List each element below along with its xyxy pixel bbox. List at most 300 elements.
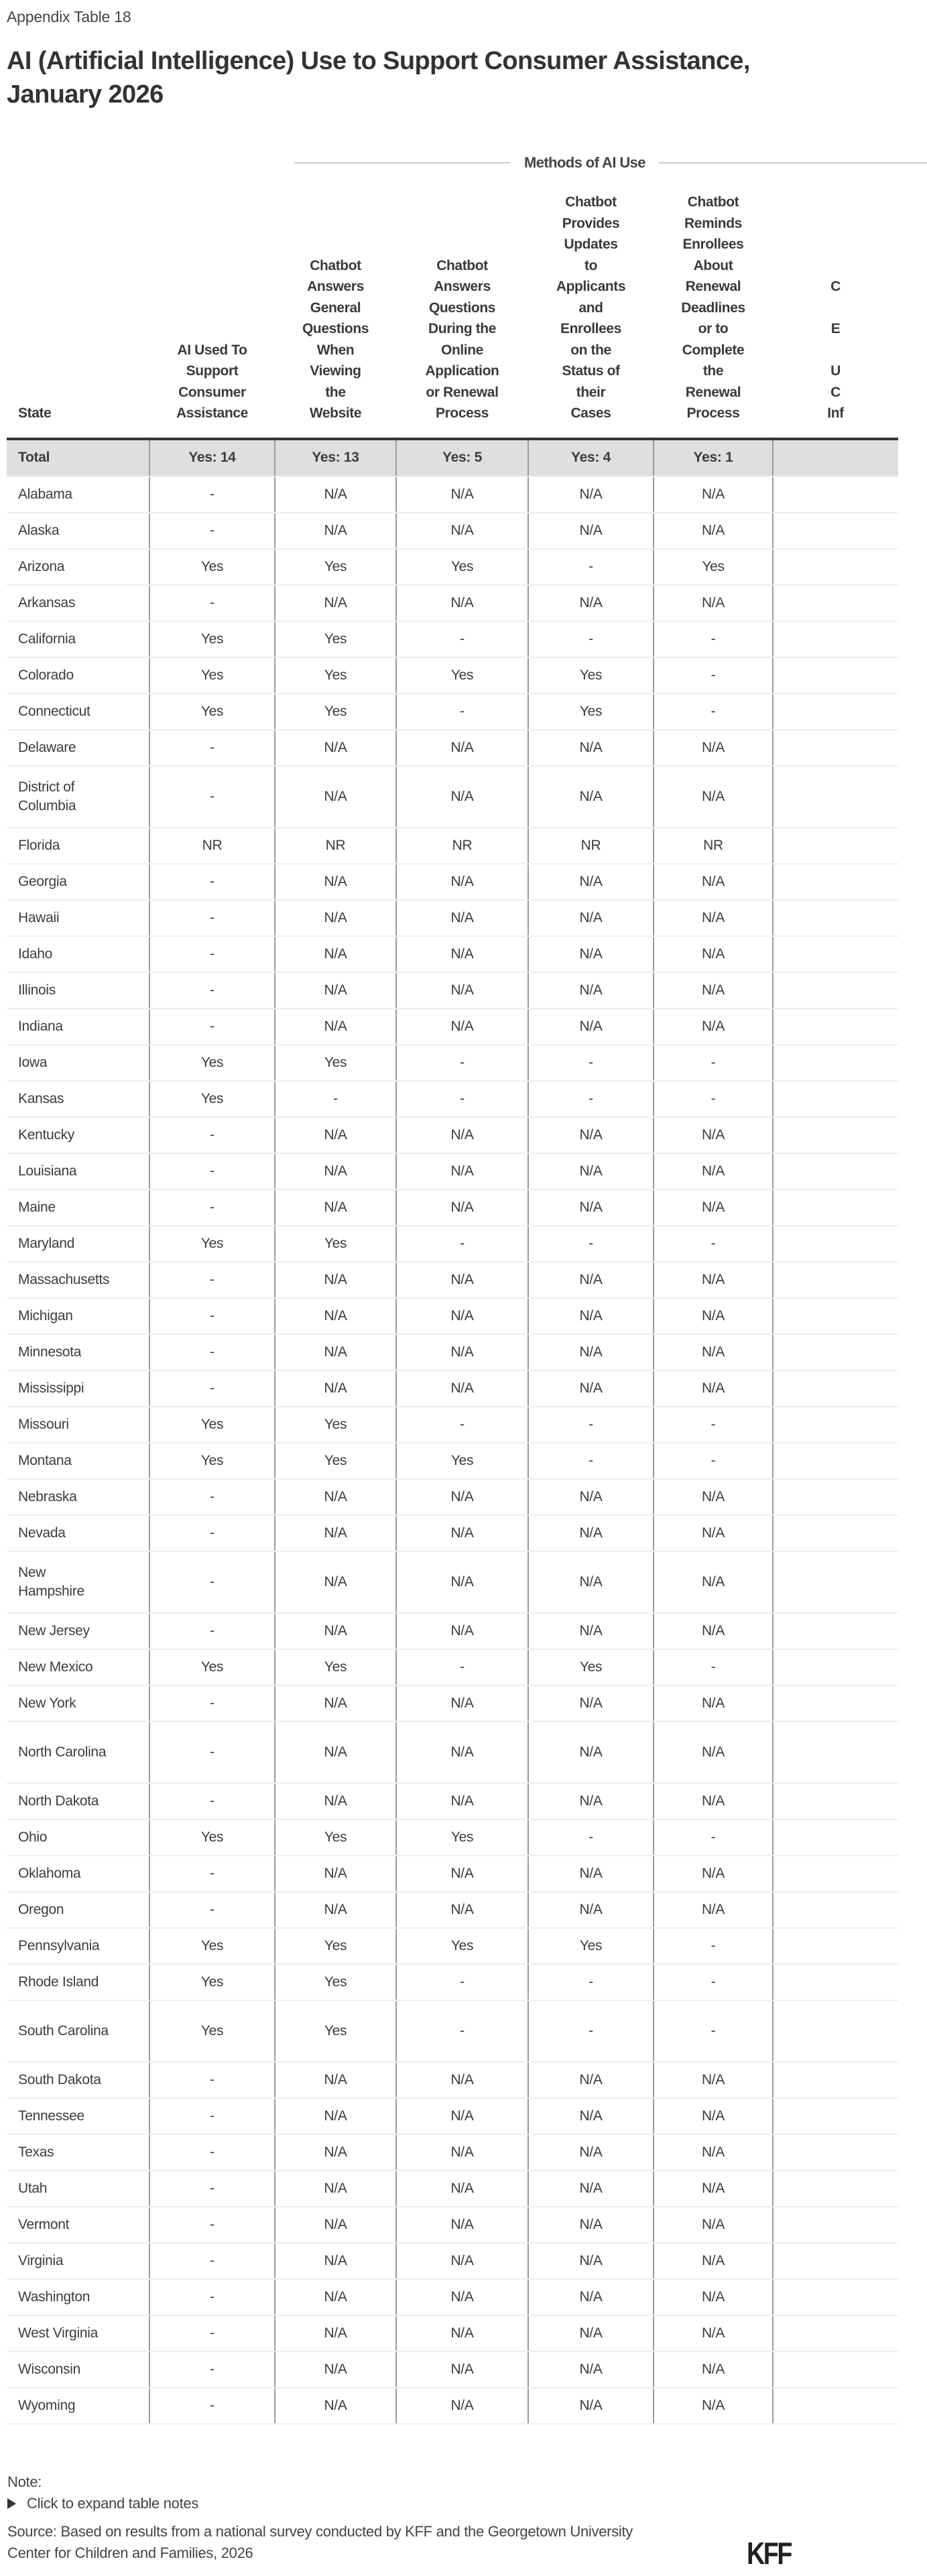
table-cell: N/A bbox=[654, 2388, 773, 2424]
state-name: Wisconsin bbox=[7, 2352, 149, 2388]
table-cell bbox=[773, 1479, 898, 1515]
table-row bbox=[7, 549, 898, 585]
table-cell: N/A bbox=[396, 1479, 528, 1515]
table-cell: Yes bbox=[396, 657, 528, 694]
data-table bbox=[7, 192, 898, 2425]
table-cell bbox=[773, 549, 898, 585]
table-cell: - bbox=[396, 1649, 528, 1685]
table-row bbox=[7, 657, 898, 694]
expand-notes-toggle[interactable] bbox=[7, 2493, 745, 2514]
table-cell: N/A bbox=[275, 2315, 396, 2352]
table-cell: - bbox=[149, 1370, 275, 1407]
table-cell: N/A bbox=[396, 864, 528, 900]
table-cell bbox=[773, 1226, 898, 1262]
table-cell: N/A bbox=[654, 972, 773, 1009]
table-cell: N/A bbox=[528, 1479, 654, 1515]
table-row bbox=[7, 2098, 898, 2134]
table-row bbox=[7, 1722, 898, 1783]
table-cell: - bbox=[149, 1551, 275, 1613]
state-name: North Carolina bbox=[7, 1722, 149, 1783]
table-cell: Yes bbox=[149, 1649, 275, 1685]
table-cell: Yes bbox=[149, 621, 275, 657]
table-cell: N/A bbox=[275, 2171, 396, 2207]
state-name: Utah bbox=[7, 2171, 149, 2207]
table-cell: Yes bbox=[149, 657, 275, 694]
table-cell: NR bbox=[396, 828, 528, 864]
table-cell: N/A bbox=[528, 1856, 654, 1892]
table-cell: - bbox=[275, 1081, 396, 1117]
table-cell: N/A bbox=[396, 2388, 528, 2424]
table-cell: N/A bbox=[396, 2243, 528, 2279]
table-cell: - bbox=[396, 1964, 528, 2000]
table-cell: - bbox=[149, 1479, 275, 1515]
table-cell: N/A bbox=[275, 2279, 396, 2315]
table-cell: N/A bbox=[275, 2388, 396, 2424]
table-cell: N/A bbox=[396, 2134, 528, 2171]
table-cell: - bbox=[654, 1928, 773, 1964]
state-name: South Dakota bbox=[7, 2062, 149, 2098]
table-cell: - bbox=[149, 864, 275, 900]
table-cell: Yes bbox=[528, 657, 654, 694]
table-cell: Yes bbox=[149, 1045, 275, 1081]
state-name: Kentucky bbox=[7, 1117, 149, 1153]
table-cell bbox=[773, 2134, 898, 2171]
table-row bbox=[7, 936, 898, 972]
table-cell: N/A bbox=[654, 513, 773, 549]
table-row bbox=[7, 2062, 898, 2098]
table-cell: N/A bbox=[528, 2352, 654, 2388]
table-cell bbox=[773, 1551, 898, 1613]
state-name: New Mexico bbox=[7, 1649, 149, 1685]
state-name: New York bbox=[7, 1685, 149, 1722]
state-name: Hawaii bbox=[7, 900, 149, 936]
table-cell: Yes bbox=[149, 2000, 275, 2062]
table-cell: N/A bbox=[396, 2279, 528, 2315]
table-cell: N/A bbox=[654, 2171, 773, 2207]
table-cell: N/A bbox=[654, 2279, 773, 2315]
table-cell: N/A bbox=[275, 972, 396, 1009]
table-cell: Yes bbox=[149, 1407, 275, 1443]
table-cell: N/A bbox=[528, 972, 654, 1009]
column-header-2: Chatbot Answers General Questions When Viewing the Website bbox=[302, 257, 369, 421]
table-cell: - bbox=[149, 936, 275, 972]
table-cell bbox=[773, 730, 898, 766]
spanner-rule-left bbox=[294, 162, 510, 164]
table-cell: N/A bbox=[275, 1685, 396, 1722]
state-name: Rhode Island bbox=[7, 1964, 149, 2000]
table-cell: - bbox=[654, 1081, 773, 1117]
table-row bbox=[7, 2388, 898, 2424]
table-cell: N/A bbox=[654, 2352, 773, 2388]
table-cell: Yes bbox=[275, 694, 396, 730]
table-cell: Yes bbox=[275, 621, 396, 657]
state-name: Massachusetts bbox=[7, 1262, 149, 1298]
table-cell: N/A bbox=[528, 900, 654, 936]
table-cell bbox=[773, 476, 898, 513]
table-cell: N/A bbox=[396, 585, 528, 621]
table-cell: - bbox=[396, 2000, 528, 2062]
table-row bbox=[7, 694, 898, 730]
table-row bbox=[7, 2315, 898, 2352]
table-cell: N/A bbox=[275, 1892, 396, 1928]
table-row bbox=[7, 2279, 898, 2315]
table-cell: N/A bbox=[396, 900, 528, 936]
table-cell: N/A bbox=[275, 1515, 396, 1551]
table-row bbox=[7, 1443, 898, 1479]
table-cell: N/A bbox=[396, 1334, 528, 1370]
state-name: Alaska bbox=[7, 513, 149, 549]
table-cell bbox=[773, 1892, 898, 1928]
table-cell: N/A bbox=[528, 2388, 654, 2424]
table-row bbox=[7, 1479, 898, 1515]
state-name: Texas bbox=[7, 2134, 149, 2171]
table-cell: N/A bbox=[654, 1856, 773, 1892]
table-cell: - bbox=[149, 1298, 275, 1334]
table-cell: - bbox=[149, 1334, 275, 1370]
table-cell: N/A bbox=[275, 2134, 396, 2171]
table-cell: - bbox=[396, 1226, 528, 1262]
table-cell: - bbox=[149, 1189, 275, 1226]
table-cell: - bbox=[654, 694, 773, 730]
table-cell: Yes bbox=[149, 694, 275, 730]
table-cell bbox=[773, 694, 898, 730]
table-cell bbox=[773, 585, 898, 621]
table-cell bbox=[773, 1298, 898, 1334]
table-cell bbox=[773, 1370, 898, 1407]
table-cell: N/A bbox=[396, 1892, 528, 1928]
table-cell: Yes bbox=[275, 1407, 396, 1443]
table-row bbox=[7, 1262, 898, 1298]
spanner-label: Methods of AI Use bbox=[524, 154, 645, 171]
table-cell: - bbox=[149, 476, 275, 513]
table-cell: Yes bbox=[275, 1964, 396, 2000]
table-cell: N/A bbox=[528, 1009, 654, 1045]
table-row bbox=[7, 1009, 898, 1045]
table-cell: N/A bbox=[528, 2062, 654, 2098]
table-cell: Yes bbox=[396, 1443, 528, 1479]
table-cell: - bbox=[396, 621, 528, 657]
table-cell: N/A bbox=[654, 1298, 773, 1334]
header-row bbox=[7, 192, 898, 439]
state-name: District of Columbia bbox=[7, 766, 149, 828]
table-cell: - bbox=[654, 1407, 773, 1443]
column-header-5: Chatbot Reminds Enrollees About Renewal Deadlines or to Complete the Renewal Process bbox=[681, 194, 745, 421]
table-cell bbox=[773, 2207, 898, 2243]
table-cell bbox=[773, 2000, 898, 2062]
state-name: Indiana bbox=[7, 1009, 149, 1045]
table-cell: - bbox=[396, 1081, 528, 1117]
table-cell bbox=[773, 1856, 898, 1892]
table-cell: - bbox=[654, 1649, 773, 1685]
table-cell bbox=[773, 2171, 898, 2207]
state-name: Nevada bbox=[7, 1515, 149, 1551]
table-cell: N/A bbox=[528, 1722, 654, 1783]
table-cell: - bbox=[149, 1722, 275, 1783]
table-cell: Yes bbox=[149, 1928, 275, 1964]
table-cell: N/A bbox=[528, 1515, 654, 1551]
table-cell bbox=[773, 621, 898, 657]
table-cell: N/A bbox=[654, 2207, 773, 2243]
table-cell: - bbox=[149, 2098, 275, 2134]
total-label: Total bbox=[7, 439, 149, 476]
table-cell: Yes bbox=[149, 1443, 275, 1479]
table-cell: N/A bbox=[654, 1783, 773, 1819]
note-label: Note: bbox=[7, 2473, 42, 2490]
table-cell: N/A bbox=[654, 1551, 773, 1613]
table-cell: - bbox=[528, 1226, 654, 1262]
table-row bbox=[7, 766, 898, 828]
spanner-rule-right bbox=[659, 162, 927, 164]
table-cell: NR bbox=[654, 828, 773, 864]
table-cell: Yes bbox=[149, 1081, 275, 1117]
table-cell: - bbox=[528, 1819, 654, 1856]
table-row bbox=[7, 2243, 898, 2279]
table-cell: N/A bbox=[528, 1551, 654, 1613]
table-cell: N/A bbox=[275, 1298, 396, 1334]
table-cell: N/A bbox=[654, 1613, 773, 1649]
table-cell: - bbox=[528, 1081, 654, 1117]
table-row bbox=[7, 2134, 898, 2171]
table-cell: - bbox=[654, 657, 773, 694]
state-name: South Carolina bbox=[7, 2000, 149, 2062]
table-cell: N/A bbox=[528, 936, 654, 972]
table-cell: N/A bbox=[654, 1334, 773, 1370]
state-name: Michigan bbox=[7, 1298, 149, 1334]
table-cell: Yes bbox=[396, 549, 528, 585]
table-cell: Yes bbox=[275, 549, 396, 585]
table-cell: - bbox=[149, 585, 275, 621]
state-name: Missouri bbox=[7, 1407, 149, 1443]
table-cell: Yes bbox=[275, 1819, 396, 1856]
table-cell bbox=[773, 1964, 898, 2000]
table-row bbox=[7, 1334, 898, 1370]
table-cell bbox=[773, 1928, 898, 1964]
table-cell: N/A bbox=[275, 1856, 396, 1892]
table-cell: - bbox=[149, 1262, 275, 1298]
table-cell: N/A bbox=[275, 1783, 396, 1819]
table-cell: Yes bbox=[275, 1649, 396, 1685]
state-name: Alabama bbox=[7, 476, 149, 513]
table-cell: N/A bbox=[275, 1370, 396, 1407]
table-cell: N/A bbox=[396, 1117, 528, 1153]
total-row bbox=[7, 439, 898, 476]
table-cell: Yes bbox=[275, 1226, 396, 1262]
table-cell: N/A bbox=[275, 864, 396, 900]
table-cell: N/A bbox=[275, 476, 396, 513]
state-name: Maine bbox=[7, 1189, 149, 1226]
table-cell: - bbox=[654, 1226, 773, 1262]
table-row bbox=[7, 828, 898, 864]
state-name: Montana bbox=[7, 1443, 149, 1479]
table-cell: N/A bbox=[528, 1685, 654, 1722]
table-cell: N/A bbox=[528, 476, 654, 513]
table-cell: N/A bbox=[654, 1515, 773, 1551]
state-name: California bbox=[7, 621, 149, 657]
table-cell bbox=[773, 1081, 898, 1117]
table-cell: - bbox=[528, 1443, 654, 1479]
table-cell bbox=[773, 1117, 898, 1153]
table-cell: N/A bbox=[396, 1515, 528, 1551]
table-row bbox=[7, 1964, 898, 2000]
column-header-6: C E U C Inf bbox=[827, 279, 844, 421]
table-cell: N/A bbox=[396, 1783, 528, 1819]
table-cell: - bbox=[149, 1856, 275, 1892]
state-name: Louisiana bbox=[7, 1153, 149, 1189]
table-cell: N/A bbox=[396, 1009, 528, 1045]
table-cell: N/A bbox=[396, 730, 528, 766]
table-row bbox=[7, 1407, 898, 1443]
table-cell: N/A bbox=[396, 1370, 528, 1407]
table-row bbox=[7, 730, 898, 766]
table-cell: - bbox=[149, 2315, 275, 2352]
state-name: Vermont bbox=[7, 2207, 149, 2243]
table-cell: N/A bbox=[654, 1722, 773, 1783]
state-name: Kansas bbox=[7, 1081, 149, 1117]
table-cell bbox=[773, 1783, 898, 1819]
table-cell: N/A bbox=[396, 2098, 528, 2134]
table-cell: N/A bbox=[528, 766, 654, 828]
table-cell: N/A bbox=[396, 1298, 528, 1334]
table-cell: N/A bbox=[396, 972, 528, 1009]
table-cell: - bbox=[396, 694, 528, 730]
state-name: New Hampshire bbox=[7, 1551, 149, 1613]
table-row bbox=[7, 1856, 898, 1892]
table-cell: N/A bbox=[396, 2352, 528, 2388]
table-row bbox=[7, 1153, 898, 1189]
table-cell: Yes bbox=[149, 1819, 275, 1856]
table-cell: N/A bbox=[396, 2062, 528, 2098]
total-cell bbox=[773, 439, 898, 476]
table-cell: - bbox=[149, 1613, 275, 1649]
column-header-1: AI Used To Support Consumer Assistance bbox=[176, 342, 248, 421]
table-cell bbox=[773, 1262, 898, 1298]
table-cell bbox=[773, 1685, 898, 1722]
table-cell: NR bbox=[149, 828, 275, 864]
table-cell: N/A bbox=[396, 1613, 528, 1649]
state-name: Iowa bbox=[7, 1045, 149, 1081]
table-cell: N/A bbox=[528, 1334, 654, 1370]
table-cell: - bbox=[654, 1045, 773, 1081]
table-cell bbox=[773, 864, 898, 900]
table-cell: N/A bbox=[275, 1334, 396, 1370]
state-name: Connecticut bbox=[7, 694, 149, 730]
table-cell: N/A bbox=[528, 1370, 654, 1407]
table-cell bbox=[773, 2352, 898, 2388]
table-cell: N/A bbox=[528, 2279, 654, 2315]
state-name: Wyoming bbox=[7, 2388, 149, 2424]
kff-logo: KFF bbox=[747, 2536, 791, 2571]
table-cell: N/A bbox=[528, 1189, 654, 1226]
table-cell: N/A bbox=[396, 1262, 528, 1298]
state-name: Maryland bbox=[7, 1226, 149, 1262]
table-cell: N/A bbox=[654, 766, 773, 828]
table-cell: N/A bbox=[528, 2207, 654, 2243]
state-name: Florida bbox=[7, 828, 149, 864]
table-cell: - bbox=[149, 2388, 275, 2424]
table-cell bbox=[773, 1515, 898, 1551]
table-cell bbox=[773, 1009, 898, 1045]
table-cell: - bbox=[149, 900, 275, 936]
table-cell: N/A bbox=[396, 1685, 528, 1722]
state-name: Ohio bbox=[7, 1819, 149, 1856]
total-cell: Yes: 1 bbox=[654, 439, 773, 476]
state-name: Virginia bbox=[7, 2243, 149, 2279]
table-cell: Yes bbox=[275, 657, 396, 694]
table-cell: - bbox=[654, 2000, 773, 2062]
table-cell: - bbox=[654, 621, 773, 657]
table-row bbox=[7, 1551, 898, 1613]
table-cell: N/A bbox=[396, 1551, 528, 1613]
state-name: Washington bbox=[7, 2279, 149, 2315]
table-cell bbox=[773, 1153, 898, 1189]
table-cell: N/A bbox=[528, 513, 654, 549]
table-cell: Yes bbox=[528, 1928, 654, 1964]
table-cell: - bbox=[149, 1117, 275, 1153]
table-notes bbox=[7, 2471, 745, 2564]
table-cell: N/A bbox=[654, 936, 773, 972]
table-cell: N/A bbox=[396, 1722, 528, 1783]
table-row bbox=[7, 972, 898, 1009]
state-name: New Jersey bbox=[7, 1613, 149, 1649]
state-name: Arizona bbox=[7, 549, 149, 585]
table-cell: - bbox=[149, 730, 275, 766]
table-cell: N/A bbox=[275, 585, 396, 621]
table-row bbox=[7, 864, 898, 900]
table-cell: Yes bbox=[396, 1928, 528, 1964]
table-cell: N/A bbox=[275, 2243, 396, 2279]
state-name: Georgia bbox=[7, 864, 149, 900]
table-row bbox=[7, 1819, 898, 1856]
table-cell: - bbox=[528, 1045, 654, 1081]
state-name: Oregon bbox=[7, 1892, 149, 1928]
table-cell: - bbox=[149, 1515, 275, 1551]
table-cell: Yes bbox=[275, 1045, 396, 1081]
table-cell: N/A bbox=[396, 2315, 528, 2352]
table-cell: N/A bbox=[275, 1551, 396, 1613]
table-cell: - bbox=[149, 513, 275, 549]
table-cell: - bbox=[654, 1443, 773, 1479]
total-cell: Yes: 13 bbox=[275, 439, 396, 476]
table-cell: N/A bbox=[528, 1892, 654, 1928]
table-cell: - bbox=[149, 1153, 275, 1189]
table-cell: N/A bbox=[528, 864, 654, 900]
table-cell: - bbox=[528, 1964, 654, 2000]
table-cell: N/A bbox=[275, 766, 396, 828]
table-cell bbox=[773, 2315, 898, 2352]
table-cell: Yes bbox=[149, 549, 275, 585]
table-cell: N/A bbox=[396, 2171, 528, 2207]
table-cell bbox=[773, 1045, 898, 1081]
table-cell: N/A bbox=[528, 2315, 654, 2352]
table-cell: N/A bbox=[654, 2098, 773, 2134]
table-cell: N/A bbox=[654, 1262, 773, 1298]
total-cell: Yes: 14 bbox=[149, 439, 275, 476]
table-cell: - bbox=[149, 1685, 275, 1722]
table-cell: N/A bbox=[654, 1892, 773, 1928]
table-row bbox=[7, 2171, 898, 2207]
state-name: Mississippi bbox=[7, 1370, 149, 1407]
table-cell: N/A bbox=[654, 1370, 773, 1407]
table-row bbox=[7, 1515, 898, 1551]
table-row bbox=[7, 2207, 898, 2243]
state-name: Pennsylvania bbox=[7, 1928, 149, 1964]
table-cell: - bbox=[149, 1009, 275, 1045]
table-row bbox=[7, 1370, 898, 1407]
table-cell: Yes bbox=[275, 2000, 396, 2062]
table-cell: N/A bbox=[275, 1262, 396, 1298]
table-cell: - bbox=[149, 1892, 275, 1928]
table-cell bbox=[773, 1819, 898, 1856]
